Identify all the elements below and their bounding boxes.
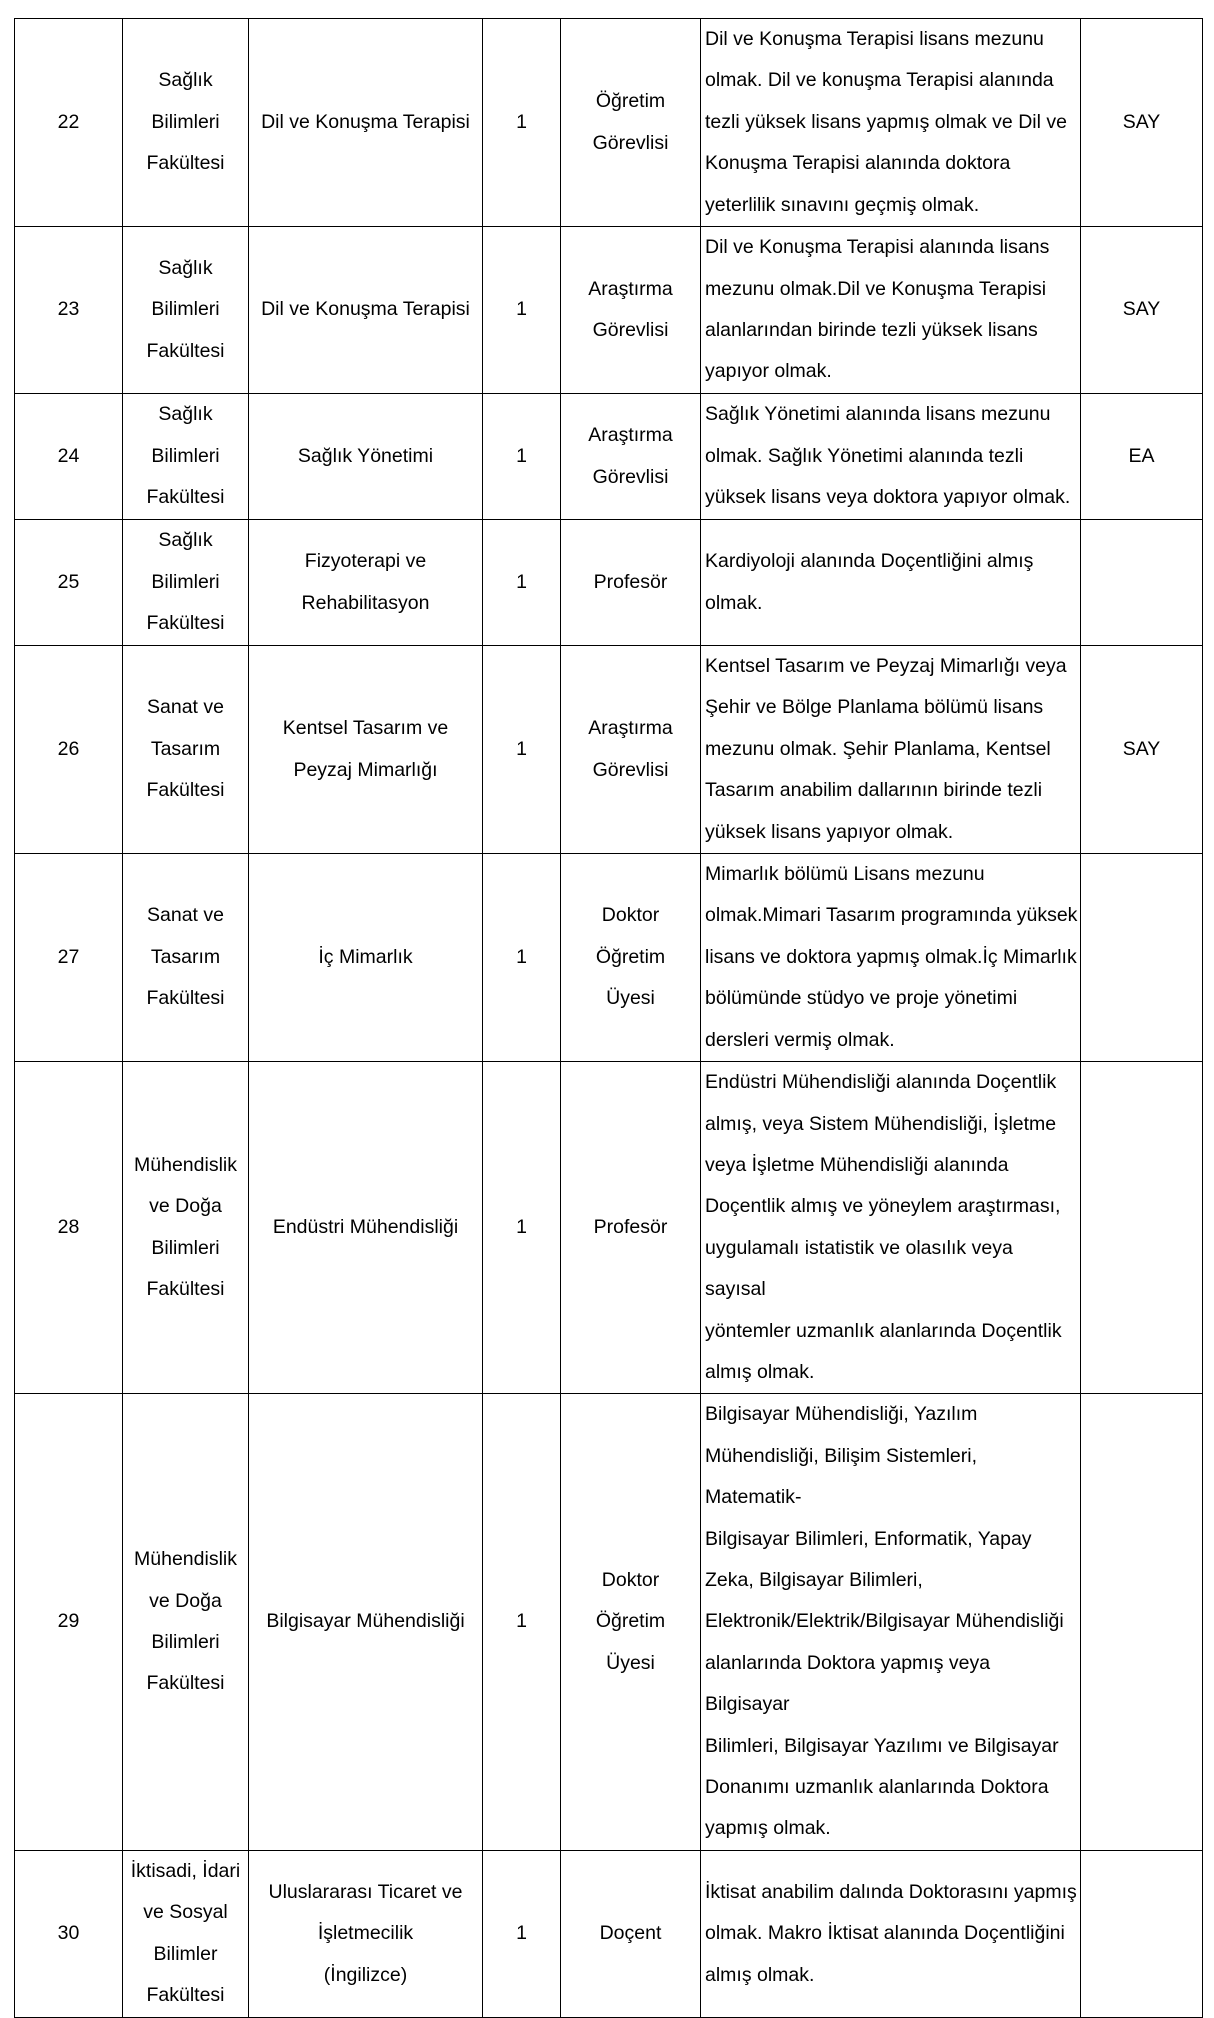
requirement-line: Doçentlik almış ve yöneylem araştırması,	[705, 1195, 1061, 1218]
requirement-line: Şehir ve Bölge Planlama bölümü lisans	[705, 696, 1044, 719]
requirement-line: Bilgisayar Mühendisliği, Yazılım	[705, 1403, 978, 1426]
faculty-line: ve Doğa	[149, 1589, 222, 1612]
exam-type-cell	[1081, 1850, 1203, 2017]
table-row	[15, 394, 1203, 520]
requirement-line: bölümünde stüdyo ve proje yönetimi	[705, 987, 1018, 1010]
exam-type-cell: SAY	[1081, 227, 1203, 394]
faculty-line: Bilimleri	[151, 444, 220, 467]
faculty-line: Fakültesi	[146, 1984, 225, 2007]
requirement-line: olmak. Sağlık Yönetimi alanında tezli	[705, 444, 1024, 467]
department-line: Bilgisayar Mühendisliği	[266, 1610, 465, 1633]
academic-title-cell	[561, 1062, 701, 1394]
faculty-line: Fakültesi	[146, 612, 225, 635]
academic-title-line: Araştırma	[588, 717, 673, 740]
faculty-line: ve Doğa	[149, 1195, 222, 1218]
requirement-cell	[701, 1850, 1081, 2017]
faculty-line: Tasarım	[150, 945, 221, 968]
table-row	[15, 1394, 1203, 1850]
requirement-line: almış, veya Sistem Mühendisliği, İşletme	[705, 1112, 1057, 1135]
requirement-line: olmak. Makro İktisat alanında Doçentliğini	[705, 1922, 1065, 1945]
faculty-line: Mühendislik	[134, 1153, 237, 1176]
position-count-cell: 1	[483, 1394, 561, 1850]
requirement-line: alanlarında Doktora yapmış veya Bilgisayar	[705, 1651, 991, 1716]
requirement-line: yöntemler uzmanlık alanlarında Doçentlik	[705, 1319, 1062, 1342]
academic-title-line: Görevlisi	[592, 131, 669, 154]
requirement-cell	[701, 394, 1081, 520]
exam-type-cell	[1081, 1394, 1203, 1850]
requirement-cell	[701, 520, 1081, 646]
faculty-cell	[123, 19, 249, 227]
academic-title-cell	[561, 520, 701, 646]
requirement-line: Elektronik/Elektrik/Bilgisayar Mühendisliği	[705, 1610, 1064, 1633]
department-line: Peyzaj Mimarlığı	[293, 758, 438, 781]
academic-title-line: Üyesi	[606, 987, 655, 1010]
requirement-line: İktisat anabilim dalında Doktorasını yapmış	[705, 1880, 1077, 1903]
table-row	[15, 646, 1203, 854]
exam-type-cell: EA	[1081, 394, 1203, 520]
faculty-line: Bilimler	[153, 1942, 218, 1965]
exam-type-cell: SAY	[1081, 646, 1203, 854]
requirement-line: almış olmak.	[705, 1963, 815, 1986]
faculty-cell	[123, 1062, 249, 1394]
requirement-cell	[701, 19, 1081, 227]
table-row	[15, 1062, 1203, 1394]
department-line: Rehabilitasyon	[301, 591, 430, 614]
requirement-line: Mimarlık bölümü Lisans mezunu	[705, 863, 985, 886]
requirement-cell	[701, 1062, 1081, 1394]
department-line: Fizyoterapi ve	[304, 550, 427, 573]
faculty-line: Sağlık	[158, 403, 213, 426]
requirement-line: mezunu olmak.Dil ve Konuşma Terapisi	[705, 277, 1047, 300]
requirement-line: olmak.Mimari Tasarım programında yüksek	[705, 904, 1078, 927]
department-line: Dil ve Konuşma Terapisi	[261, 110, 470, 133]
department-line: Endüstri Mühendisliği	[272, 1216, 459, 1239]
faculty-line: Sağlık	[158, 69, 213, 92]
requirement-line: yeterlilik sınavını geçmiş olmak.	[705, 193, 980, 216]
position-count-cell: 1	[483, 394, 561, 520]
department-cell	[249, 1394, 483, 1850]
faculty-line: Bilimleri	[151, 298, 220, 321]
row-number-cell: 29	[15, 1394, 123, 1850]
row-number-cell: 28	[15, 1062, 123, 1394]
faculty-line: Bilimleri	[151, 570, 220, 593]
position-count-cell: 1	[483, 1850, 561, 2017]
requirement-cell	[701, 1394, 1081, 1850]
department-line: Dil ve Konuşma Terapisi	[261, 298, 470, 321]
department-line: İşletmecilik	[317, 1922, 414, 1945]
faculty-line: Fakültesi	[146, 339, 225, 362]
department-line: Kentsel Tasarım ve	[282, 717, 449, 740]
faculty-line: Sağlık	[158, 529, 213, 552]
academic-title-cell	[561, 19, 701, 227]
department-line: (İngilizce)	[323, 1963, 408, 1986]
department-cell	[249, 227, 483, 394]
table-row	[15, 854, 1203, 1062]
requirement-cell	[701, 227, 1081, 394]
row-number-cell: 24	[15, 394, 123, 520]
requirement-line: Dil ve Konuşma Terapisi lisans mezunu	[705, 28, 1044, 50]
academic-title-cell	[561, 394, 701, 520]
faculty-line: Fakültesi	[146, 1278, 225, 1301]
academic-title-line: Görevlisi	[592, 758, 669, 781]
requirement-line: Endüstri Mühendisliği alanında Doçentlik	[705, 1071, 1057, 1094]
academic-title-line: Doktor Öğretim	[595, 904, 666, 968]
row-number-cell: 30	[15, 1850, 123, 2017]
row-number-cell: 22	[15, 19, 123, 227]
faculty-line: Tasarım	[150, 737, 221, 760]
requirement-cell	[701, 854, 1081, 1062]
faculty-cell	[123, 1394, 249, 1850]
requirement-line: Konuşma Terapisi alanında doktora	[705, 152, 1011, 175]
table-row	[15, 1850, 1203, 2017]
academic-title-line: Üyesi	[606, 1651, 655, 1674]
requirement-line: olmak.	[705, 591, 763, 614]
position-count-cell: 1	[483, 854, 561, 1062]
department-cell	[249, 646, 483, 854]
faculty-line: Fakültesi	[146, 779, 225, 802]
faculty-cell	[123, 520, 249, 646]
requirement-line: Zeka, Bilgisayar Bilimleri,	[705, 1568, 923, 1591]
requirement-line: yapıyor olmak.	[705, 360, 832, 383]
faculty-line: Fakültesi	[146, 152, 225, 175]
position-count-cell: 1	[483, 227, 561, 394]
exam-type-cell	[1081, 520, 1203, 646]
department-cell	[249, 1062, 483, 1394]
requirement-line: yüksek lisans yapıyor olmak.	[705, 820, 954, 843]
academic-title-line: Doçent	[599, 1922, 662, 1945]
faculty-line: Mühendislik	[134, 1548, 237, 1571]
academic-title-line: Profesör	[593, 1216, 668, 1239]
position-count-cell: 1	[483, 646, 561, 854]
faculty-line: Bilimleri	[151, 110, 220, 133]
faculty-cell	[123, 1850, 249, 2017]
academic-title-cell	[561, 646, 701, 854]
table-row	[15, 227, 1203, 394]
requirement-line: Bilgisayar Bilimleri, Enformatik, Yapay	[705, 1527, 1032, 1550]
requirement-line: tezli yüksek lisans yapmış olmak ve Dil ve	[705, 110, 1067, 133]
department-cell	[249, 19, 483, 227]
department-line: Sağlık Yönetimi	[297, 444, 434, 467]
faculty-cell	[123, 854, 249, 1062]
table-row	[15, 520, 1203, 646]
positions-table	[14, 18, 1203, 2018]
academic-title-line: Profesör	[593, 570, 668, 593]
requirement-line: yapmış olmak.	[705, 1817, 831, 1840]
faculty-cell	[123, 646, 249, 854]
academic-title-line: Araştırma	[588, 424, 673, 447]
faculty-line: Fakültesi	[146, 486, 225, 509]
faculty-line: Sanat ve	[147, 696, 224, 719]
table-row	[15, 19, 1203, 227]
requirement-line: Bilimleri, Bilgisayar Yazılımı ve Bilgisayar	[705, 1734, 1059, 1757]
exam-type-cell: SAY	[1081, 19, 1203, 227]
row-number-cell: 26	[15, 646, 123, 854]
exam-type-cell	[1081, 1062, 1203, 1394]
academic-title-line: Doktor Öğretim	[595, 1568, 666, 1633]
exam-type-cell	[1081, 854, 1203, 1062]
academic-title-line: Görevlisi	[592, 319, 669, 342]
faculty-line: ve Sosyal	[143, 1901, 228, 1924]
requirement-line: Kentsel Tasarım ve Peyzaj Mimarlığı veya	[705, 655, 1067, 678]
requirement-line: mezunu olmak. Şehir Planlama, Kentsel	[705, 737, 1051, 760]
requirement-cell	[701, 646, 1081, 854]
faculty-line: Fakültesi	[146, 987, 225, 1010]
requirement-line: dersleri vermiş olmak.	[705, 1028, 895, 1051]
faculty-line: Sağlık	[158, 256, 213, 279]
requirement-line: uygulamalı istatistik ve olasılık veya sayısal	[705, 1236, 1013, 1301]
department-cell	[249, 1850, 483, 2017]
department-cell	[249, 854, 483, 1062]
requirement-line: lisans ve doktora yapmış olmak.İç Mimarlık	[705, 945, 1077, 968]
academic-title-cell	[561, 854, 701, 1062]
faculty-cell	[123, 394, 249, 520]
positions-table-body	[15, 19, 1203, 2018]
academic-title-cell	[561, 227, 701, 394]
faculty-line: Bilimleri	[151, 1631, 220, 1654]
faculty-line: İktisadi, İdari	[130, 1860, 241, 1882]
row-number-cell: 23	[15, 227, 123, 394]
academic-title-cell	[561, 1850, 701, 2017]
faculty-line: Fakültesi	[146, 1672, 225, 1695]
faculty-cell	[123, 227, 249, 394]
requirement-line: Sağlık Yönetimi alanında lisans mezunu	[705, 403, 1051, 426]
requirement-line: Kardiyoloji alanında Doçentliğini almış	[705, 550, 1034, 573]
requirement-line: alanlarından birinde tezli yüksek lisans	[705, 319, 1038, 342]
academic-title-line: Görevlisi	[592, 465, 669, 488]
requirement-line: olmak. Dil ve konuşma Terapisi alanında	[705, 69, 1054, 92]
department-line: Uluslararası Ticaret ve	[268, 1880, 463, 1903]
position-count-cell: 1	[483, 520, 561, 646]
department-line: İç Mimarlık	[318, 945, 413, 968]
requirement-line: yüksek lisans veya doktora yapıyor olmak.	[705, 486, 1071, 509]
department-cell	[249, 394, 483, 520]
department-cell	[249, 520, 483, 646]
requirement-line: Mühendisliği, Bilişim Sistemleri, Matematik-	[705, 1444, 977, 1509]
academic-title-line: Araştırma	[588, 277, 673, 300]
academic-title-line: Öğretim	[595, 90, 666, 113]
requirement-line: veya İşletme Mühendisliği alanında	[705, 1153, 1009, 1176]
row-number-cell: 27	[15, 854, 123, 1062]
academic-title-cell	[561, 1394, 701, 1850]
position-count-cell: 1	[483, 1062, 561, 1394]
requirement-line: almış olmak.	[705, 1360, 815, 1383]
requirement-line: Dil ve Konuşma Terapisi alanında lisans	[705, 236, 1050, 259]
faculty-line: Bilimleri	[151, 1236, 220, 1259]
row-number-cell: 25	[15, 520, 123, 646]
requirement-line: Donanımı uzmanlık alanlarında Doktora	[705, 1776, 1049, 1798]
position-count-cell: 1	[483, 19, 561, 227]
faculty-line: Sanat ve	[147, 904, 224, 927]
requirement-line: Tasarım anabilim dallarının birinde tezli	[705, 779, 1043, 802]
